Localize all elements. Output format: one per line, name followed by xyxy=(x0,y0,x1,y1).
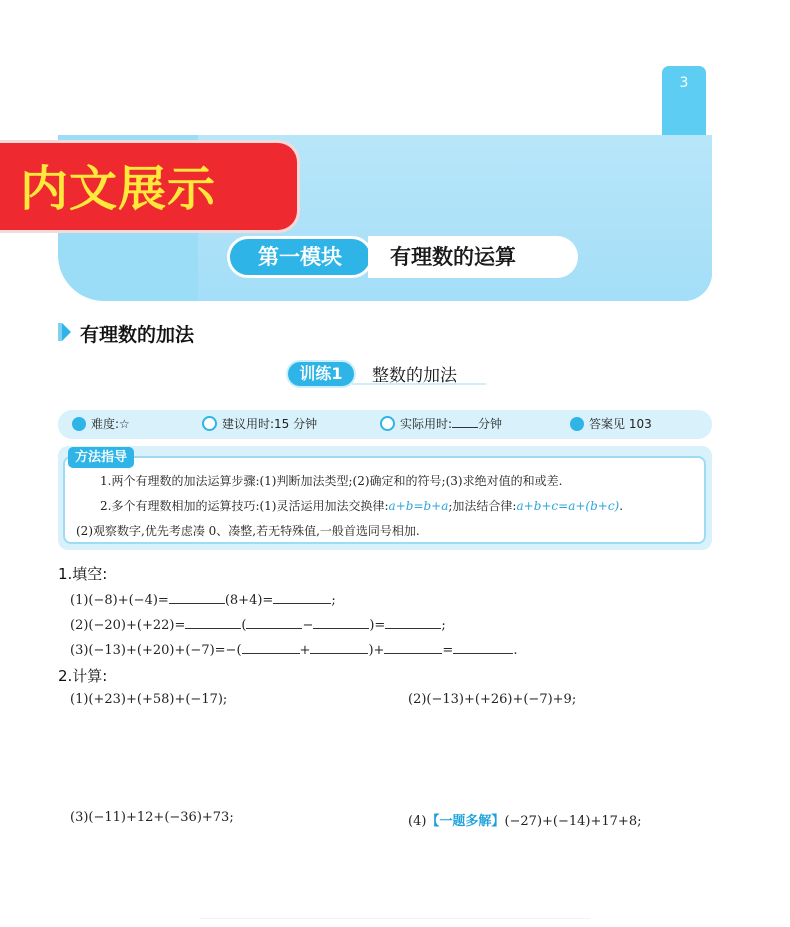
answer-info xyxy=(570,410,652,439)
q1-l3-text-c: )+ xyxy=(368,643,385,658)
q1-l2-text-b: ( xyxy=(241,618,247,633)
page-number: 3 xyxy=(679,75,689,91)
suggested-time-text: 建议用时:15 分钟 xyxy=(222,417,318,431)
q1-l1-text-b: (8+4)= xyxy=(224,593,274,608)
q1-l3-text-d: = xyxy=(442,643,454,658)
q1-l3-text-a: (3)(−13)+(+20)+(−7)=−( xyxy=(70,643,242,658)
answer-blank[interactable] xyxy=(242,640,300,654)
section-title: 有理数的加法 xyxy=(80,324,195,346)
answer-blank[interactable] xyxy=(384,640,442,654)
actual-time-blank[interactable] xyxy=(452,415,478,428)
answer-blank[interactable] xyxy=(273,590,331,604)
method-line-2 xyxy=(100,497,623,514)
q1-line-2 xyxy=(70,615,446,633)
check-icon xyxy=(570,417,584,431)
method-line-1: 1.两个有理数的加法运算步骤:(1)判断加法类型;(2)确定和的符号;(3)求绝对值的和或差. xyxy=(100,474,563,488)
showcase-stamp-text: 内文展示 xyxy=(20,161,217,217)
q2-part-4 xyxy=(408,810,641,829)
commutative-formula: a+b=b+a xyxy=(388,499,449,513)
page-number-tab xyxy=(662,66,706,136)
question-2-heading: 2.计算: xyxy=(58,667,108,685)
associative-formula: a+b+c=a+(b+c) xyxy=(516,499,620,513)
q2-part-4-expression: (−27)+(−14)+17+8; xyxy=(504,814,642,829)
q1-l3-text-b: + xyxy=(299,643,311,658)
actual-time-info xyxy=(380,410,502,439)
q1-l2-text-e: ; xyxy=(441,618,446,633)
question-1-heading: 1.填空: xyxy=(58,565,108,583)
actual-time-label: 实际用时: xyxy=(400,417,453,431)
answer-blank[interactable] xyxy=(169,590,225,604)
multi-solution-tag: 【一题多解】 xyxy=(426,814,505,829)
method-line-2-prefix: 2.多个有理数相加的运算技巧:(1)灵活运用加法交换律: xyxy=(100,499,389,513)
q2-part-2: (2)(−13)+(+26)+(−7)+9; xyxy=(408,692,577,707)
answer-blank[interactable] xyxy=(246,615,302,629)
timer-icon xyxy=(380,416,395,431)
module-badge: 第一模块 xyxy=(227,236,373,278)
q1-l2-text-c: − xyxy=(302,618,314,633)
training-badge: 训练1 xyxy=(286,360,356,388)
q1-l1-text-c: ; xyxy=(331,593,336,608)
answer-blank[interactable] xyxy=(185,615,241,629)
actual-time-unit: 分钟 xyxy=(478,417,503,431)
method-line-2-mid: ;加法结合律: xyxy=(448,499,517,513)
training-title: 整数的加法 xyxy=(372,366,457,386)
info-bar xyxy=(58,410,712,439)
footer-line xyxy=(200,918,590,919)
alarm-clock-icon xyxy=(202,416,217,431)
method-line-2-end: . xyxy=(619,499,624,513)
q1-l2-text-a: (2)(−20)+(+22)= xyxy=(70,618,186,633)
answer-blank[interactable] xyxy=(453,640,513,654)
q1-l3-text-e: . xyxy=(513,643,518,658)
difficulty-info xyxy=(72,410,130,439)
answer-text: 答案见 103 xyxy=(589,417,652,431)
q1-line-1 xyxy=(70,590,336,608)
q1-l1-text-a: (1)(−8)+(−4)= xyxy=(70,593,169,608)
q2-part-1: (1)(+23)+(+58)+(−17); xyxy=(70,692,228,707)
q2-part-3: (3)(−11)+12+(−36)+73; xyxy=(70,810,234,825)
suggested-time-info xyxy=(202,410,317,439)
answer-blank[interactable] xyxy=(313,615,369,629)
section-arrow-icon xyxy=(62,323,71,341)
method-tag: 方法指导 xyxy=(68,447,134,468)
q1-l2-text-d: )= xyxy=(369,618,386,633)
answer-blank[interactable] xyxy=(385,615,441,629)
answer-blank[interactable] xyxy=(310,640,368,654)
q1-line-3 xyxy=(70,640,517,658)
method-line-3: (2)观察数字,优先考虑凑 0、凑整,若无特殊值,一般首选同号相加. xyxy=(76,524,420,538)
module-title: 有理数的运算 xyxy=(368,236,578,278)
difficulty-text: 难度:☆ xyxy=(91,417,130,431)
q2-part-4-number: (4) xyxy=(408,814,427,829)
wifi-icon xyxy=(72,417,86,431)
